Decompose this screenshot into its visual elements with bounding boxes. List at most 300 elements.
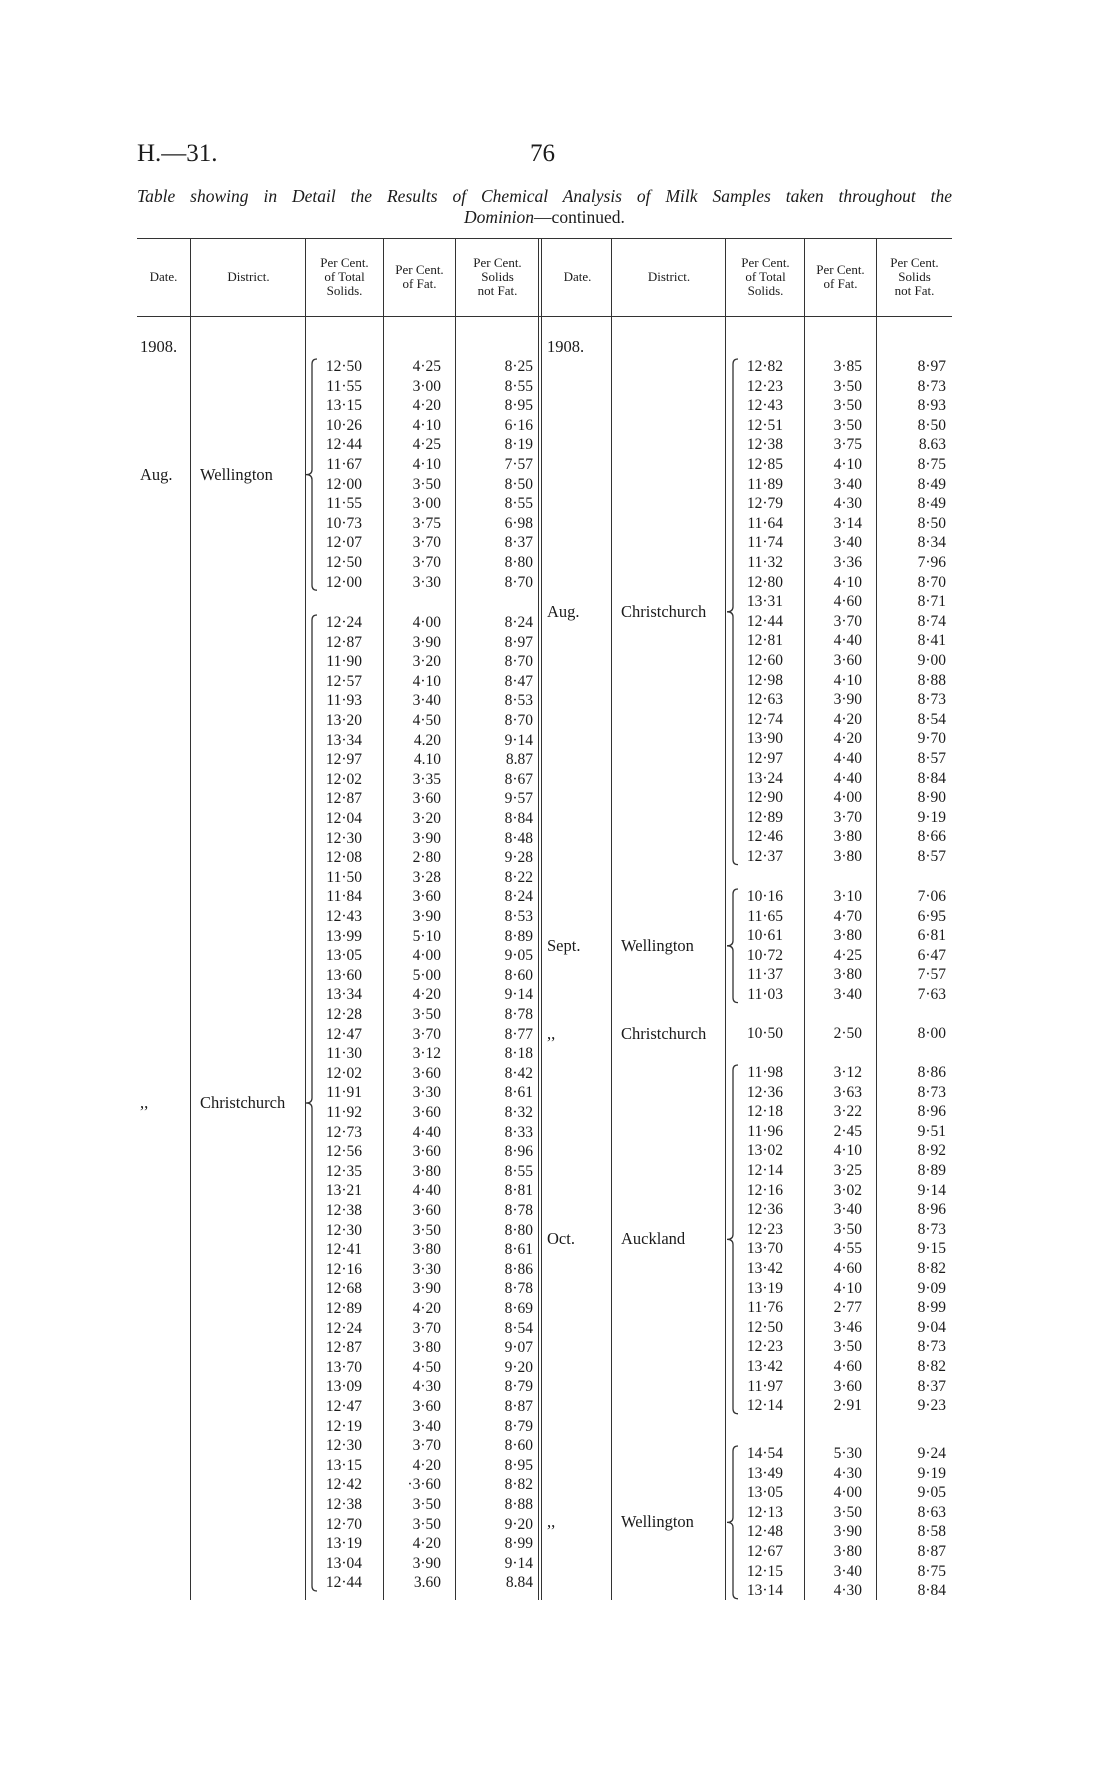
left-solids-not-fat-value: 8·80 bbox=[504, 554, 533, 571]
right-total-solids-value: 11·89 bbox=[747, 475, 783, 493]
left-total-solids-value: 13·99 bbox=[325, 927, 362, 945]
left-solids-not-fat-value: 8·53 bbox=[504, 908, 533, 925]
right-solids-not-fat-value: 8·93 bbox=[917, 397, 946, 415]
right-solids-not-fat-value: 8·99 bbox=[917, 1299, 946, 1317]
right-total-solids-value: 11·64 bbox=[747, 514, 783, 532]
left-total-solids-value: 12·04 bbox=[325, 810, 362, 827]
right-fat-value: 4·20 bbox=[833, 730, 862, 748]
right-total-solids-value: 12·98 bbox=[746, 671, 783, 689]
right-fat-value: 3·70 bbox=[833, 612, 862, 630]
right-solids-not-fat-value: 8·74 bbox=[917, 612, 946, 630]
left-header-total-solids bbox=[306, 256, 383, 298]
right-solids-not-fat-value: 6·47 bbox=[917, 946, 946, 964]
right-total-solids-value: 11·98 bbox=[747, 1064, 783, 1081]
right-solids-not-fat-value: 8·75 bbox=[917, 456, 946, 473]
left-total-solids-value: 12·50 bbox=[325, 554, 362, 571]
left-solids-not-fat-value: 8.84 bbox=[505, 1574, 533, 1592]
left-header-total-solids-line: Solids. bbox=[326, 283, 363, 298]
right-group-district: Wellington bbox=[621, 1512, 694, 1532]
right-fat-value: 4·10 bbox=[833, 1142, 862, 1160]
left-header-solids-not-fat-line: Solids bbox=[481, 269, 514, 284]
right-solids-not-fat-value: 8·73 bbox=[917, 377, 946, 395]
left-solids-not-fat-value: 6·16 bbox=[504, 416, 533, 434]
right-fat-value: 4·10 bbox=[833, 671, 862, 689]
right-total-solids-value: 10·16 bbox=[746, 888, 783, 905]
right-fat-value: 3·25 bbox=[833, 1162, 862, 1179]
right-total-solids-value: 12·16 bbox=[746, 1181, 783, 1199]
left-solids-not-fat-value: 8·48 bbox=[504, 829, 533, 847]
right-fat-value: 3·60 bbox=[833, 1377, 862, 1395]
left-fat-value: 3·60 bbox=[412, 790, 441, 808]
right-total-solids-value: 12·89 bbox=[746, 808, 783, 826]
left-solids-not-fat-value: 9·05 bbox=[504, 947, 533, 965]
left-header-total-solids-line: Per Cent. bbox=[320, 255, 369, 270]
right-fat-value: 4·25 bbox=[833, 946, 862, 964]
left-total-solids-value: 12·97 bbox=[325, 751, 362, 769]
column-divider bbox=[541, 238, 542, 1600]
right-total-solids-value: 11·74 bbox=[747, 534, 783, 552]
right-header-date-line: Date. bbox=[563, 269, 592, 284]
right-total-solids-value: 12·46 bbox=[746, 828, 783, 846]
left-total-solids-value: 12·35 bbox=[325, 1162, 362, 1180]
left-fat-value: 4·30 bbox=[412, 1378, 441, 1396]
right-solids-not-fat-value: 7·63 bbox=[917, 986, 946, 1003]
left-fat-value: 3·70 bbox=[412, 534, 441, 552]
left-total-solids-value: 12·57 bbox=[325, 672, 362, 690]
left-total-solids-value: 12·00 bbox=[325, 475, 362, 493]
left-fat-value: 4·25 bbox=[412, 436, 441, 454]
right-solids-not-fat-value: 9·19 bbox=[917, 1464, 946, 1482]
right-total-solids-value: 12·36 bbox=[746, 1201, 783, 1219]
left-solids-not-fat-value: 7·57 bbox=[504, 456, 533, 473]
right-header-total-solids-line: Solids. bbox=[747, 283, 784, 298]
left-fat-value: 3·60 bbox=[412, 1202, 441, 1219]
left-fat-value: 3·30 bbox=[412, 1084, 441, 1102]
left-fat-value: 3·50 bbox=[412, 1221, 441, 1239]
left-solids-not-fat-value: 9·20 bbox=[504, 1358, 533, 1376]
left-solids-not-fat-value: 8·69 bbox=[504, 1300, 533, 1317]
left-total-solids-value: 12·02 bbox=[325, 1064, 362, 1082]
right-solids-not-fat-value: 8·71 bbox=[917, 593, 946, 611]
left-solids-not-fat-value: 8·95 bbox=[504, 397, 533, 415]
left-solids-not-fat-value: 8·60 bbox=[504, 966, 533, 984]
left-solids-not-fat-value: 8·61 bbox=[504, 1241, 533, 1259]
right-solids-not-fat-value: 9·09 bbox=[917, 1279, 946, 1297]
right-fat-value: 4·10 bbox=[833, 456, 862, 473]
right-total-solids-value: 12·43 bbox=[746, 397, 783, 415]
left-solids-not-fat-value: 8·25 bbox=[504, 358, 533, 375]
right-total-solids-value: 13·42 bbox=[746, 1358, 783, 1375]
left-fat-value: 3·20 bbox=[412, 653, 441, 671]
left-solids-not-fat-value: 8·78 bbox=[504, 1280, 533, 1298]
left-fat-value: 3·35 bbox=[412, 770, 441, 788]
right-fat-value: 3·75 bbox=[833, 436, 862, 454]
right-solids-not-fat-value: 8·75 bbox=[917, 1562, 946, 1580]
left-total-solids-value: 12·42 bbox=[325, 1476, 362, 1494]
right-total-solids-value: 13·31 bbox=[746, 593, 783, 611]
right-header-fat bbox=[805, 263, 876, 291]
left-solids-not-fat-value: 9·14 bbox=[504, 1554, 533, 1572]
right-total-solids-value: 12·67 bbox=[746, 1543, 783, 1560]
horizontal-rule bbox=[137, 316, 952, 317]
left-fat-value: 5·10 bbox=[412, 927, 441, 945]
right-total-solids-value: 13·24 bbox=[746, 769, 783, 787]
right-fat-value: 3·80 bbox=[833, 966, 862, 984]
left-total-solids-value: 12·70 bbox=[325, 1515, 362, 1533]
right-total-solids-value: 10·72 bbox=[746, 946, 783, 964]
right-fat-value: 3·80 bbox=[833, 1543, 862, 1560]
right-solids-not-fat-value: 9·15 bbox=[917, 1240, 946, 1258]
right-fat-value: 3·90 bbox=[833, 691, 862, 709]
left-total-solids-value: 13·19 bbox=[325, 1535, 362, 1553]
right-fat-value: 3·63 bbox=[833, 1083, 862, 1101]
right-fat-value: 3·22 bbox=[833, 1103, 862, 1121]
left-fat-value: 3·80 bbox=[412, 1162, 441, 1180]
left-group-district: Wellington bbox=[200, 464, 273, 484]
right-fat-value: 4·60 bbox=[833, 1358, 862, 1375]
right-solids-not-fat-value: 8·87 bbox=[917, 1543, 946, 1560]
left-fat-value: 3·80 bbox=[412, 1241, 441, 1259]
right-total-solids-value: 12·97 bbox=[746, 750, 783, 767]
left-solids-not-fat-value: 8·61 bbox=[504, 1084, 533, 1102]
left-total-solids-value: 12·38 bbox=[325, 1202, 362, 1219]
right-solids-not-fat-value: 8·58 bbox=[917, 1523, 946, 1541]
right-fat-value: 4·60 bbox=[833, 593, 862, 611]
right-group-district: Christchurch bbox=[621, 1023, 707, 1043]
right-fat-value: 3·50 bbox=[833, 397, 862, 415]
right-total-solids-value: 11·65 bbox=[747, 907, 783, 925]
left-fat-value: 3·28 bbox=[412, 868, 441, 886]
left-total-solids-value: 12·87 bbox=[325, 633, 362, 651]
right-total-solids-value: 11·97 bbox=[747, 1377, 783, 1395]
right-solids-not-fat-value: 7·57 bbox=[917, 966, 946, 984]
right-fat-value: 4·10 bbox=[833, 573, 862, 591]
right-fat-value: 3·02 bbox=[833, 1181, 862, 1199]
left-fat-value: 4·10 bbox=[412, 456, 441, 473]
right-header-solids-not-fat-line: Per Cent. bbox=[890, 255, 939, 270]
right-total-solids-value: 10·50 bbox=[746, 1025, 783, 1042]
left-total-solids-value: 12·24 bbox=[325, 614, 362, 631]
left-solids-not-fat-value: 8·42 bbox=[504, 1064, 533, 1082]
right-fat-value: 4·70 bbox=[833, 907, 862, 925]
left-solids-not-fat-value: 8·95 bbox=[504, 1456, 533, 1474]
left-fat-value: 3·60 bbox=[412, 888, 441, 906]
right-solids-not-fat-value: 8·92 bbox=[917, 1142, 946, 1160]
left-solids-not-fat-value: 8·84 bbox=[504, 810, 533, 827]
left-solids-not-fat-value: 8·60 bbox=[504, 1437, 533, 1455]
right-solids-not-fat-value: 8·73 bbox=[917, 1083, 946, 1101]
right-header-district bbox=[613, 270, 725, 284]
right-fat-value: 3·40 bbox=[833, 1562, 862, 1580]
left-total-solids-value: 13·60 bbox=[325, 966, 362, 984]
left-total-solids-value: 13·21 bbox=[325, 1182, 362, 1200]
left-total-solids-value: 12·89 bbox=[325, 1300, 362, 1317]
right-total-solids-value: 12·44 bbox=[746, 612, 783, 630]
left-solids-not-fat-value: 8·86 bbox=[504, 1260, 533, 1278]
left-total-solids-value: 12·73 bbox=[325, 1123, 362, 1141]
right-group-date: Aug. bbox=[547, 601, 580, 621]
right-header-solids-not-fat bbox=[877, 256, 952, 298]
right-header-fat-line: of Fat. bbox=[823, 276, 858, 291]
left-total-solids-value: 12·47 bbox=[325, 1025, 362, 1043]
left-solids-not-fat-value: 8·67 bbox=[504, 770, 533, 788]
right-solids-not-fat-value: 7·96 bbox=[917, 554, 946, 571]
right-fat-value: 4·55 bbox=[833, 1240, 862, 1258]
left-fat-value: 3·60 bbox=[412, 1064, 441, 1082]
left-solids-not-fat-value: 8·77 bbox=[504, 1025, 533, 1043]
horizontal-rule bbox=[137, 238, 952, 239]
left-total-solids-value: 12·00 bbox=[325, 573, 362, 591]
left-total-solids-value: 13·20 bbox=[325, 712, 362, 729]
right-header-total-solids-line: of Total bbox=[745, 269, 786, 284]
right-total-solids-value: 12·23 bbox=[746, 377, 783, 395]
right-total-solids-value: 12·60 bbox=[746, 652, 783, 669]
right-solids-not-fat-value: 8·49 bbox=[917, 495, 946, 513]
left-total-solids-value: 12·30 bbox=[325, 1221, 362, 1239]
right-header-date bbox=[544, 270, 611, 284]
left-total-solids-value: 12·28 bbox=[325, 1006, 362, 1023]
left-fat-value: 4·20 bbox=[412, 986, 441, 1004]
left-group-district: Christchurch bbox=[200, 1093, 286, 1112]
left-header-solids-not-fat bbox=[456, 256, 539, 298]
left-fat-value: 3·90 bbox=[412, 633, 441, 651]
right-fat-value: 2·77 bbox=[833, 1299, 862, 1317]
left-solids-not-fat-value: 8.87 bbox=[505, 751, 533, 769]
right-solids-not-fat-value: 8·70 bbox=[917, 573, 946, 591]
left-solids-not-fat-value: 8·78 bbox=[504, 1202, 533, 1219]
title-continued: —continued. bbox=[534, 207, 625, 227]
left-fat-value: 3·50 bbox=[412, 1496, 441, 1513]
right-total-solids-value: 13·02 bbox=[746, 1142, 783, 1160]
right-solids-not-fat-value: 8·50 bbox=[917, 416, 946, 434]
left-solids-not-fat-value: 8·18 bbox=[504, 1045, 533, 1063]
right-fat-value: 3·40 bbox=[833, 475, 862, 493]
right-header-fat-line: Per Cent. bbox=[816, 262, 865, 277]
right-solids-not-fat-value: 8·50 bbox=[917, 514, 946, 532]
right-fat-value: 3·80 bbox=[833, 927, 862, 945]
left-total-solids-value: 13·70 bbox=[325, 1358, 362, 1376]
right-total-solids-value: 13·90 bbox=[746, 730, 783, 748]
right-fat-value: 4·40 bbox=[833, 750, 862, 767]
right-total-solids-value: 14·54 bbox=[746, 1445, 783, 1462]
right-total-solids-value: 11·96 bbox=[747, 1122, 783, 1140]
right-fat-value: 3·90 bbox=[833, 1523, 862, 1541]
left-total-solids-value: 11·93 bbox=[326, 692, 362, 710]
left-fat-value: 5·00 bbox=[412, 966, 441, 984]
left-solids-not-fat-value: 6·98 bbox=[504, 514, 533, 532]
left-total-solids-value: 13·34 bbox=[325, 731, 362, 749]
left-fat-value: ·3·60 bbox=[407, 1476, 441, 1494]
left-fat-value: 3·70 bbox=[412, 554, 441, 571]
left-fat-value: 3·40 bbox=[412, 692, 441, 710]
right-solids-not-fat-value: 8·96 bbox=[917, 1201, 946, 1219]
left-fat-value: 2·80 bbox=[412, 849, 441, 867]
left-solids-not-fat-value: 8·37 bbox=[504, 534, 533, 552]
right-solids-not-fat-value: 9·23 bbox=[917, 1397, 946, 1415]
right-header-district-line: District. bbox=[647, 269, 691, 284]
right-total-solids-value: 12·81 bbox=[746, 632, 783, 650]
right-fat-value: 3·50 bbox=[833, 1220, 862, 1238]
right-fat-value: 2·50 bbox=[833, 1025, 862, 1042]
left-solids-not-fat-value: 8·24 bbox=[504, 888, 533, 906]
right-total-solids-value: 11·37 bbox=[747, 966, 783, 984]
left-solids-not-fat-value: 9·07 bbox=[504, 1339, 533, 1357]
right-total-solids-value: 12·50 bbox=[746, 1318, 783, 1336]
left-fat-value: 4·10 bbox=[412, 672, 441, 690]
right-solids-not-fat-value: 8·57 bbox=[917, 750, 946, 767]
left-fat-value: 3·30 bbox=[412, 1260, 441, 1278]
right-solids-not-fat-value: 8·54 bbox=[917, 710, 946, 728]
left-solids-not-fat-value: 8·82 bbox=[504, 1476, 533, 1494]
left-solids-not-fat-value: 8·55 bbox=[504, 495, 533, 513]
left-group-date: Aug. bbox=[140, 464, 173, 484]
right-fat-value: 3·12 bbox=[833, 1064, 862, 1081]
left-total-solids-value: 11·30 bbox=[326, 1045, 362, 1063]
right-group-date: Sept. bbox=[547, 935, 581, 955]
right-fat-value: 3·80 bbox=[833, 848, 862, 865]
right-group-district: Auckland bbox=[621, 1229, 686, 1249]
right-solids-not-fat-value: 8·73 bbox=[917, 691, 946, 709]
right-total-solids-value: 12·63 bbox=[746, 691, 783, 709]
right-fat-value: 4·60 bbox=[833, 1260, 862, 1277]
left-solids-not-fat-value: 8·32 bbox=[504, 1104, 533, 1121]
left-total-solids-value: 11·91 bbox=[326, 1084, 362, 1102]
left-total-solids-value: 10·26 bbox=[325, 416, 362, 434]
left-fat-value: 3·00 bbox=[412, 495, 441, 513]
left-fat-value: 4·20 bbox=[412, 1300, 441, 1317]
right-year: 1908. bbox=[547, 337, 585, 356]
title-dominion: Dominion bbox=[464, 207, 535, 227]
left-solids-not-fat-value: 8·81 bbox=[504, 1182, 533, 1200]
left-fat-value: 3·70 bbox=[412, 1319, 441, 1337]
left-solids-not-fat-value: 8·55 bbox=[504, 1162, 533, 1180]
left-total-solids-value: 12·87 bbox=[325, 790, 362, 808]
left-fat-value: 3·90 bbox=[412, 1554, 441, 1572]
right-solids-not-fat-value: 9·70 bbox=[917, 730, 946, 748]
right-total-solids-value: 13·19 bbox=[746, 1279, 783, 1297]
right-solids-not-fat-value: 9·05 bbox=[917, 1484, 946, 1502]
left-fat-value: 4·25 bbox=[412, 358, 441, 375]
left-solids-not-fat-value: 8·79 bbox=[504, 1417, 533, 1435]
left-fat-value: 4·20 bbox=[412, 397, 441, 415]
right-total-solids-value: 11·32 bbox=[747, 554, 783, 571]
right-total-solids-value: 11·03 bbox=[747, 986, 783, 1003]
left-total-solids-value: 12·56 bbox=[325, 1143, 362, 1161]
right-header-total-solids-line: Per Cent. bbox=[741, 255, 790, 270]
left-solids-not-fat-value: 8·53 bbox=[504, 692, 533, 710]
right-total-solids-value: 12·82 bbox=[746, 358, 783, 375]
left-solids-not-fat-value: 8·97 bbox=[504, 633, 533, 651]
left-solids-not-fat-value: 8·55 bbox=[504, 377, 533, 395]
left-fat-value: 3·75 bbox=[412, 514, 441, 532]
right-fat-value: 4·40 bbox=[833, 632, 862, 650]
left-group-date: ,, bbox=[140, 1093, 149, 1112]
left-total-solids-value: 12·30 bbox=[325, 829, 362, 847]
right-solids-not-fat-value: 8·41 bbox=[917, 632, 946, 650]
left-fat-value: 3·20 bbox=[412, 810, 441, 827]
right-header-total-solids bbox=[727, 256, 804, 298]
right-total-solids-value: 12·15 bbox=[746, 1562, 783, 1580]
left-fat-value: 4·20 bbox=[412, 1535, 441, 1553]
right-total-solids-value: 11·76 bbox=[747, 1299, 783, 1317]
column-divider bbox=[538, 238, 539, 1600]
left-fat-value: 3·90 bbox=[412, 829, 441, 847]
left-fat-value: 4·10 bbox=[412, 416, 441, 434]
right-group-district: Christchurch bbox=[621, 601, 707, 621]
left-total-solids-value: 11·50 bbox=[326, 868, 362, 886]
right-fat-value: 4·20 bbox=[833, 710, 862, 728]
left-header-fat-line: of Fat. bbox=[402, 276, 437, 291]
left-total-solids-value: 12·19 bbox=[325, 1417, 362, 1435]
left-total-solids-value: 12·44 bbox=[325, 436, 362, 454]
right-total-solids-value: 12·48 bbox=[746, 1523, 783, 1541]
right-fat-value: 3·70 bbox=[833, 808, 862, 826]
left-fat-value: 3·60 bbox=[412, 1143, 441, 1161]
right-fat-value: 3·14 bbox=[833, 514, 862, 532]
left-year: 1908. bbox=[140, 337, 178, 356]
left-header-date-line: Date. bbox=[149, 269, 178, 284]
right-solids-not-fat-value: 8·73 bbox=[917, 1220, 946, 1238]
left-solids-not-fat-value: 9·28 bbox=[504, 849, 533, 867]
column-divider bbox=[190, 238, 191, 1600]
left-total-solids-value: 12·07 bbox=[325, 534, 362, 552]
right-fat-value: 3·60 bbox=[833, 652, 862, 669]
right-total-solids-value: 12·14 bbox=[746, 1162, 783, 1179]
right-solids-not-fat-value: 8·00 bbox=[917, 1025, 946, 1042]
right-fat-value: 3·46 bbox=[833, 1318, 862, 1336]
left-solids-not-fat-value: 8·47 bbox=[504, 672, 533, 690]
left-header-fat bbox=[384, 263, 455, 291]
right-solids-not-fat-value: 9·19 bbox=[917, 808, 946, 826]
left-total-solids-value: 12·38 bbox=[325, 1496, 362, 1513]
right-solids-not-fat-value: 8·66 bbox=[917, 828, 946, 846]
left-solids-not-fat-value: 8·70 bbox=[504, 712, 533, 729]
left-total-solids-value: 13·34 bbox=[325, 986, 362, 1004]
right-fat-value: 3·36 bbox=[833, 554, 862, 571]
right-fat-value: 3·50 bbox=[833, 377, 862, 395]
right-solids-not-fat-value: 6·81 bbox=[917, 927, 946, 945]
right-solids-not-fat-value: 8·88 bbox=[917, 671, 946, 689]
left-total-solids-value: 13·04 bbox=[325, 1554, 362, 1572]
left-fat-value: 3·50 bbox=[412, 475, 441, 493]
right-fat-value: 3·80 bbox=[833, 828, 862, 846]
left-solids-not-fat-value: 8·78 bbox=[504, 1006, 533, 1023]
left-fat-value: 3·50 bbox=[412, 1006, 441, 1023]
left-total-solids-value: 13·15 bbox=[325, 1456, 362, 1474]
left-solids-not-fat-value: 8·87 bbox=[504, 1398, 533, 1415]
left-solids-not-fat-value: 8·99 bbox=[504, 1535, 533, 1553]
right-total-solids-value: 12·79 bbox=[746, 495, 783, 513]
left-total-solids-value: 12·87 bbox=[325, 1339, 362, 1357]
left-header-total-solids-line: of Total bbox=[324, 269, 365, 284]
left-total-solids-value: 13·09 bbox=[325, 1378, 362, 1396]
right-fat-value: 3·40 bbox=[833, 1201, 862, 1219]
left-solids-not-fat-value: 8·54 bbox=[504, 1319, 533, 1337]
left-total-solids-value: 11·55 bbox=[326, 377, 362, 395]
left-solids-not-fat-value: 8·22 bbox=[504, 868, 533, 886]
left-total-solids-value: 11·90 bbox=[326, 653, 362, 671]
left-solids-not-fat-value: 8·80 bbox=[504, 1221, 533, 1239]
left-header-date bbox=[137, 270, 190, 284]
right-total-solids-value: 13·49 bbox=[746, 1464, 783, 1482]
left-fat-value: 3·00 bbox=[412, 377, 441, 395]
left-total-solids-value: 12·47 bbox=[325, 1398, 362, 1415]
right-solids-not-fat-value: 8·89 bbox=[917, 1162, 946, 1179]
left-fat-value: 3·80 bbox=[412, 1339, 441, 1357]
left-fat-value: 4.20 bbox=[413, 731, 441, 749]
right-total-solids-value: 12·85 bbox=[746, 456, 783, 473]
left-fat-value: 3·60 bbox=[412, 1398, 441, 1415]
